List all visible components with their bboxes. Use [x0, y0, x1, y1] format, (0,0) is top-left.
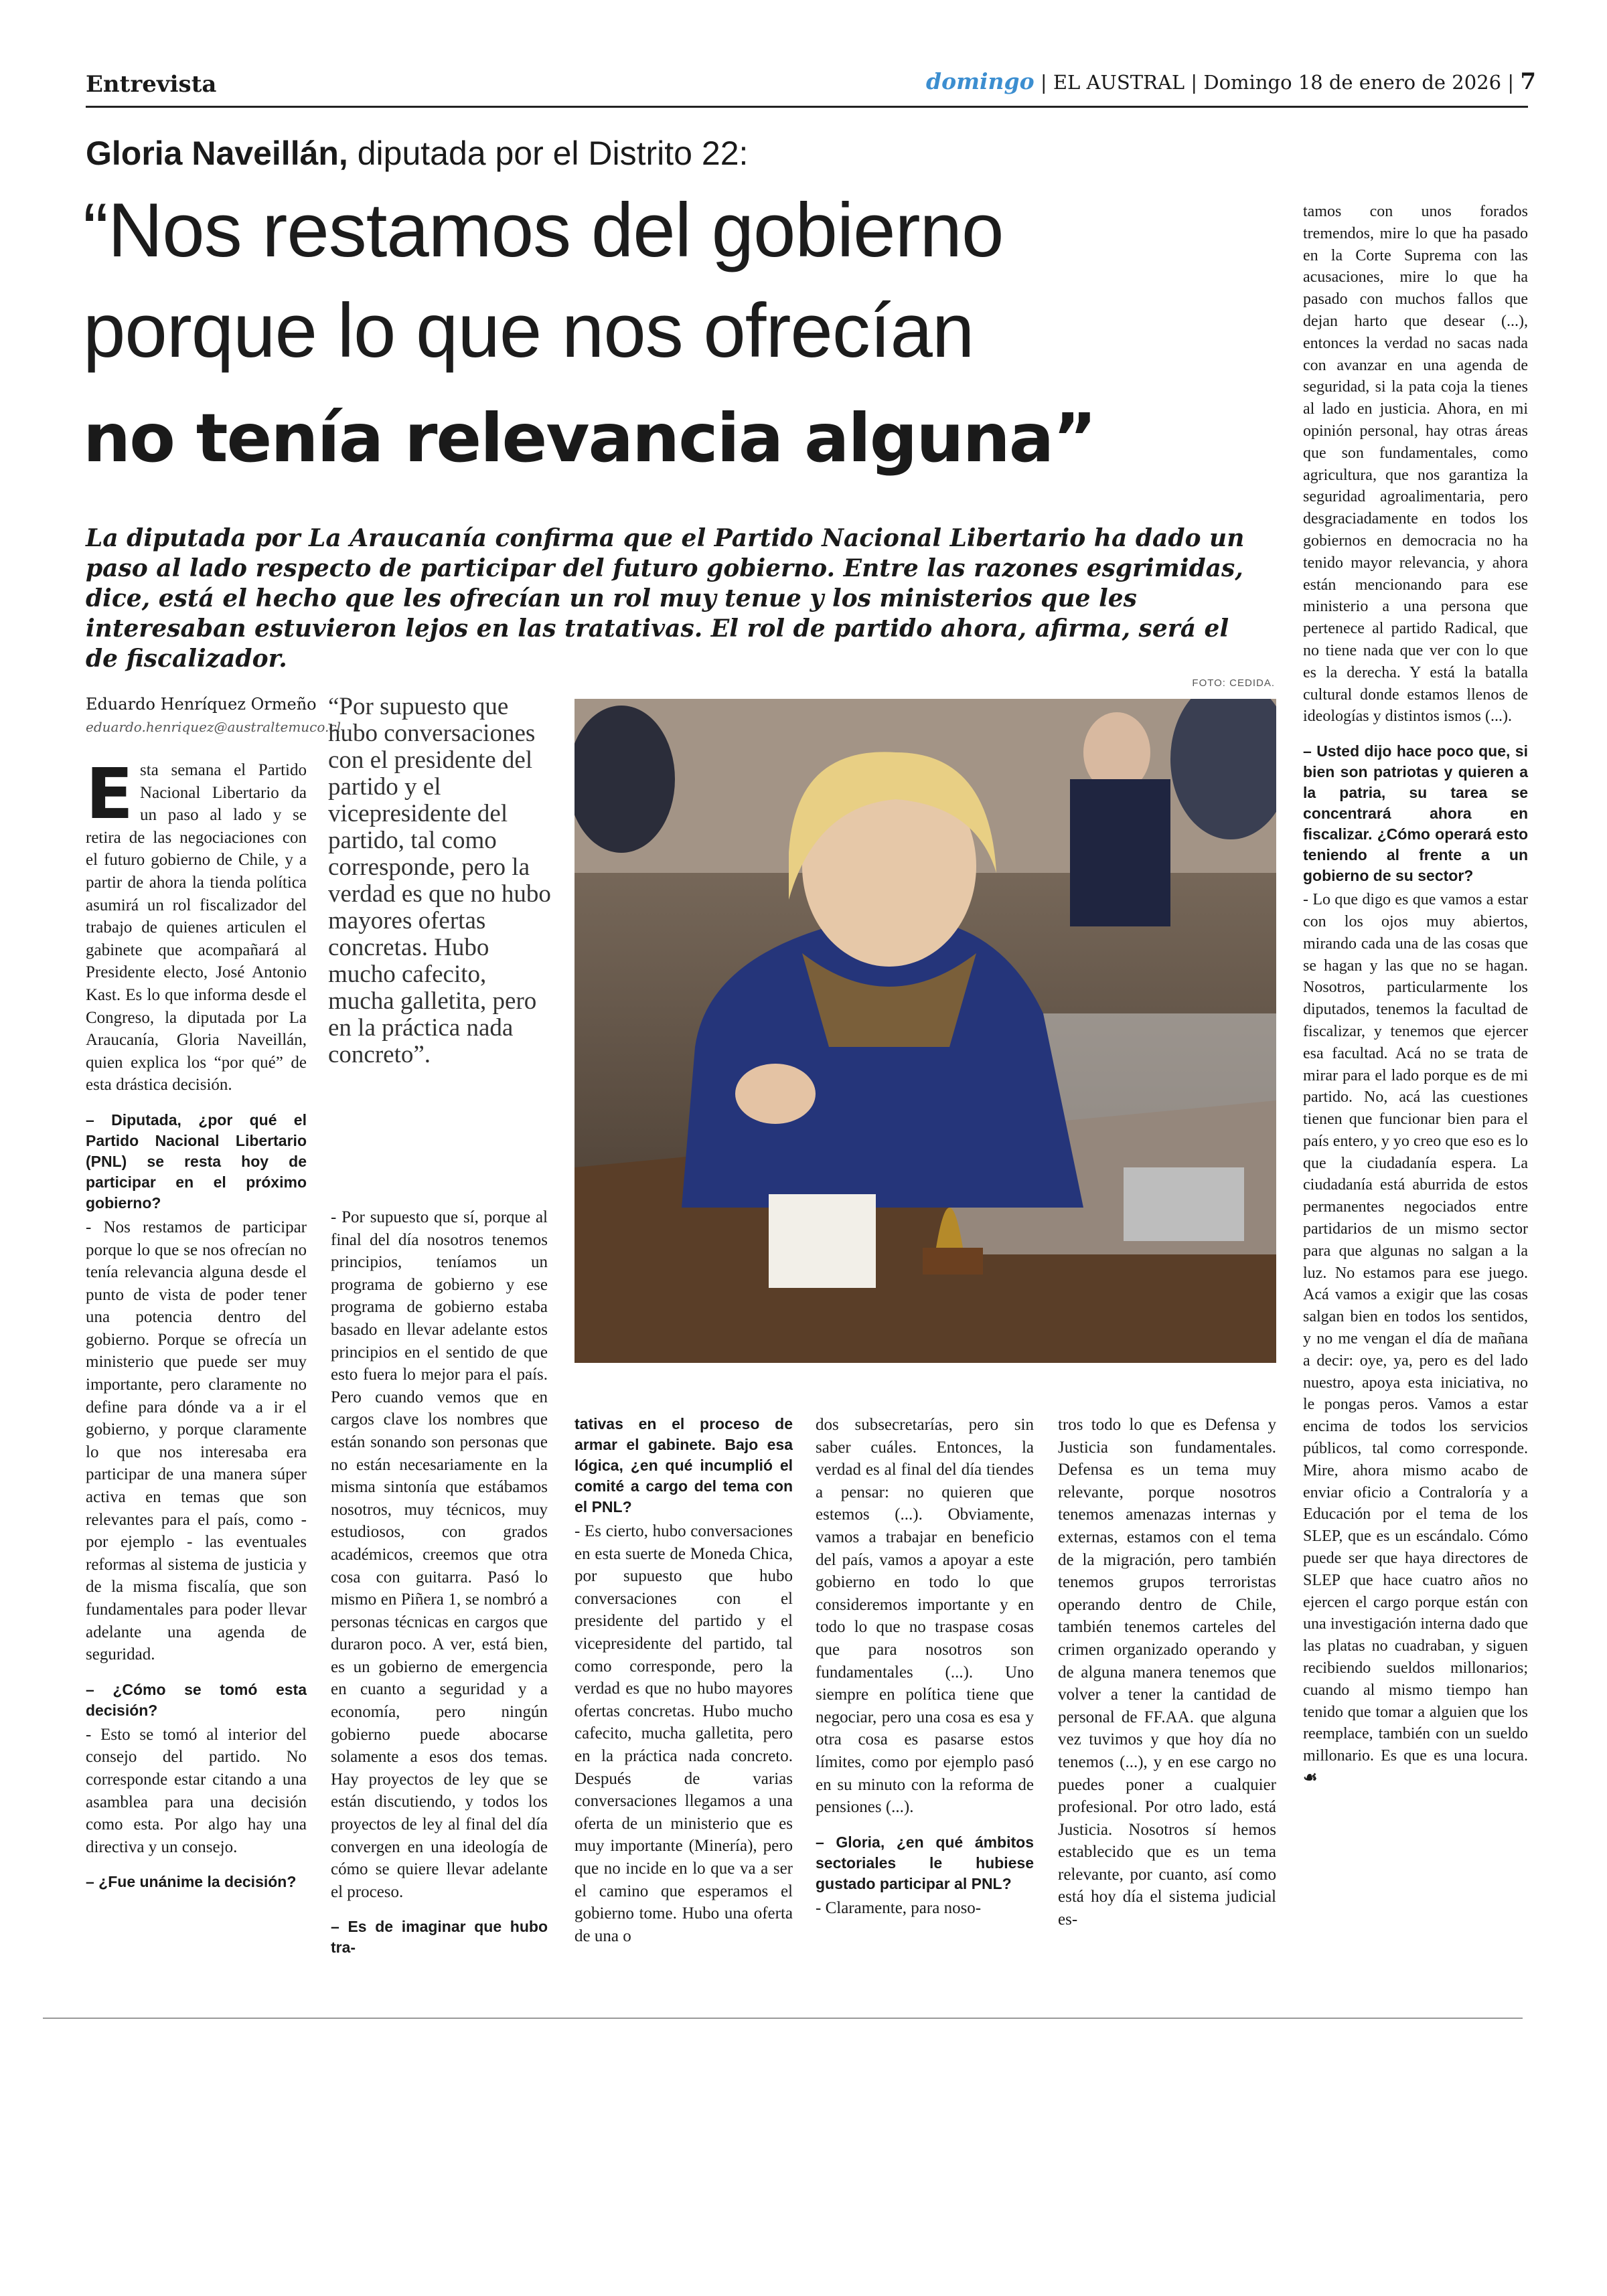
column-2 — [331, 1206, 548, 1961]
col2-answer-1: - Por supuesto que sí, porque al final del día nosotros tenemos principios, teníamos un programa de gobierno y ese programa de gobierno estaba basado en llevar adelante estos principios en el sentido de que esto fuera lo mejor para el país. Pero cuando vemos que en cargos clave los nombres que están sonando son personas que no están necesariamente en la misma sintonía que estábamos nosotros, muy técnicos, muy estudiosos, con grados académicos, creemos que otra cosa con guitarra. Pasó lo mismo en Piñera 1, se nombró a personas técnicas en cargos que duraron poco. A ver, está bien, es un gobierno de emergencia en cuanto a seguridad y a economía, pero ningún gobierno puede abocarse solamente a esos dos temas. Hay proyectos de ley que se están discutiendo, y todos los proyectos de ley al final del día convergen en una ideología de cómo se quiere llevar adelante el proceso. — [331, 1208, 548, 1901]
kicker-name: Gloria Naveillán, — [86, 135, 348, 172]
issue-date: Domingo 18 de enero de 2026 — [1203, 71, 1502, 94]
header-rule — [86, 106, 1528, 108]
headline-line-2: porque lo que nos ofrecían — [83, 289, 974, 374]
article-photo — [575, 699, 1276, 1363]
headline-line-3: no tenía relevancia alguna” — [83, 399, 1095, 477]
col3-question-1: tativas en el proceso de armar el gabinete. Bajo esa lógica, ¿en qué incumplió el comité a cargo del tema con el PNL? — [575, 1415, 793, 1515]
byline — [86, 695, 354, 735]
byline-email: eduardo.henriquez@australtemuco.cl — [86, 719, 341, 735]
column-6 — [1303, 201, 1528, 1789]
article-deck: La diputada por La Araucanía confirma que el Partido Nacional Libertario ha dado un paso al lado respecto de participar del futuro gobierno. Entre las razones esgrimidas, dice, está el hecho que les ofrecían un rol muy tenue y los ministerios que les interesaban estuvieron lejos en las tratativas. El rol de partido ahora, afirma, será el de fiscalizador. — [86, 524, 1245, 673]
col1-paragraph-1: sta semana el Partido Nacional Libertario da un paso al lado y se retira de las negociaciones con el futuro gobierno de Chile, y a partir de ahora la tienda política asumirá un rol fiscalizador del trabajo de quienes articulen el gabinete que acompañará al Presidente electo, José Antonio Kast. Es lo que informa desde el Congreso, la diputada por La Araucanía, Gloria Naveillán, quien explica los “por qué” de esta drástica decisión. — [86, 761, 307, 1094]
column-4 — [816, 1414, 1034, 1919]
kicker-role: diputada por el Distrito 22: — [348, 135, 749, 172]
col5-answer-1: tros todo lo que es Defensa y Justicia son fundamentales. Defensa es un tema muy relevante, porque nosotros tenemos amenazas internas y externas, estamos con el tema de la migración, pero también tenemos grupos terroristas operando dentro de Chile, también tenemos carteles del crimen organizado operando y de alguna manera tenemos que volver a tener la cantidad de personal de FF.AA. que alguna vez tuvimos y que hoy día no tenemos (...), y en ese cargo no puedes poner a cualquier profesional. Por otro lado, está Justicia. Nosotros sí hemos establecido que es un tema relevante, por cuanto, así como está hoy día el sistema judicial es- — [1058, 1416, 1276, 1929]
headline-line-1: “Nos restamos del gobierno — [83, 188, 1004, 273]
col6-question-1: – Usted dijo hace poco que, si bien son patriotas y quieren a la patria, su tarea se concentrará ahora en fiscalizar. ¿Cómo operará esto teniendo al frente a un gobierno de su sector? — [1303, 742, 1528, 885]
col4-answer-1: dos subsecretarías, pero sin saber cuáles. Entonces, la verdad es al final del día tiendes a pensar: no quieren que estemos (...). Obviamente, vamos a trabajar en beneficio del país, vamos a apoyar a este gobierno en todo lo que consideremos importante y en todo lo que no traspase cosas que para nosotros son fundamentales (...). Uno siempre en política tiene que negociar, pero una cosa es esa y otra cosa es pasarse estos límites, como por ejemplo pasó en su minuto con la reforma de pensiones (...). — [816, 1416, 1034, 1817]
section-label: Entrevista — [86, 71, 217, 98]
column-5 — [1058, 1414, 1276, 1931]
col1-question-2: – ¿Cómo se tomó esta decisión? — [86, 1680, 307, 1719]
headline-kicker — [86, 134, 748, 173]
col4-question-1: – Gloria, ¿en qué ámbitos sectoriales le hubiese gustado participar al PNL? — [816, 1833, 1034, 1892]
col1-question-1: – Diputada, ¿por qué el Partido Nacional Libertario (PNL) se resta hoy de participar en el próximo gobierno? — [86, 1111, 307, 1212]
col1-answer-2: - Esto se tomó al interior del consejo del partido. No corresponde estar citando a una asamblea para una decisión como esta. Por algo hay una directiva y un consejo. — [86, 1725, 307, 1856]
col6-answer-2: - Lo que digo es que vamos a estar con los ojos muy abiertos, mirando cada una de las cosas que se hagan y las que no se hagan. Nosotros, particularmente los diputados, tenemos la facultad de fiscalizar, y tenemos que ejercer esa facultad. Acá no se trata de mirar para el lado porque es de mi partido. No, acá las cuestiones tienen que funcionar bien para el país entero, y yo creo que eso es lo que la ciudadanía espera. La ciudadanía está aburrida de estos permanentes negociados entre partidarios de un mismo sector para que algunas no salgan a la luz. No estamos para ese juego. Acá vamos a exigir que las cosas salgan bien en todos los sentidos, y no me vengan el día de mañana a decir: oye, ya, pero es del lado nuestro, apoya esta iniciativa, no le pongas peros. Vamos a estar encima de todos los servicios públicos, tal como corresponde. Mire, ahora mismo acabo de enviar oficio a Contraloría y a Educación por el tema de los SLEP, que es un escándalo. Cómo puede ser que haya directores de SLEP que hace cuatro años no ejercen el cargo porque están con una investigación interna dado que las platas no cuadraban, y siguen recibiendo sueldos millonarios; cuando al mismo tiempo han tenido que tomar a alguien que los reemplace, también con un sueldo millonario. Es que es una locura. — [1303, 891, 1528, 1765]
paper-name: EL AUSTRAL — [1053, 71, 1185, 94]
column-1 — [86, 753, 307, 1895]
end-mark-icon: ☙ — [1303, 1769, 1318, 1787]
col1-question-3: – ¿Fue unánime la decisión? — [86, 1873, 297, 1891]
footer-rule — [43, 2018, 1523, 2019]
col6-answer-1: tamos con unos forados tremendos, mire lo que ha pasado en la Corte Suprema con las acusaciones, mire lo que ha pasado con muchos fallos que dejan harto que desear (...), entonces la verdad no sacas nada con avanzar en una agenda de seguridad, si la pata coja la tienes al lado en justicia. Ahora, en mi opinión personal, hay otras áreas que son fundamentales, como agricultura, que nos garantiza la seguridad agroalimentaria, pero desgraciadamente en todos los gobiernos en democracia no ha tenido mayor relevancia, y ahora están mencionando para ese ministerio a una persona que pertenece al partido Radical, que no tiene nada que ver con lo que es la derecha. Y está la batalla cultural donde estamos llenos de ideologías y distintos ismos (...). — [1303, 203, 1528, 726]
column-3 — [575, 1414, 793, 1947]
masthead: domingo | EL AUSTRAL | Domingo 18 de enero de 2026 | 7 — [926, 68, 1536, 95]
photo-credit: FOTO: CEDIDA. — [1192, 677, 1275, 689]
col2-question-1: – Es de imaginar que hubo tra- — [331, 1918, 548, 1957]
pull-quote: “Por supuesto que hubo conversaciones con el presidente del partido y el vicepresidente del partido, tal como corresponde, pero la verdad es que no hubo mayores ofertas concretas. Hubo mucho cafecito, mucha galletita, pero en la práctica nada concreto”. — [328, 693, 551, 1068]
brand-domingo: domingo — [926, 68, 1035, 94]
byline-author: Eduardo Henríquez Ormeño — [86, 695, 317, 714]
page-number: 7 — [1520, 68, 1536, 95]
photo-illustration — [575, 699, 1276, 1363]
col1-answer-1: - Nos restamos de participar porque lo que se nos ofrecían no tenía relevancia alguna desde el punto de vista de poder tener una potencia dentro del gobierno. Porque se ofrecía un ministerio que puede ser muy importante, pero claramente no define para dónde va a ir el gobierno, y porque claramente lo que nos interesaba era participar de una manera súper activa en temas que son relevantes para el país, como - por ejemplo - las eventuales reformas al sistema de justicia y de la misma fiscalía, que son fundamentales para poder llevar adelante una agenda de seguridad. — [86, 1218, 307, 1664]
drop-cap: E — [86, 753, 134, 835]
col4-answer-2: - Claramente, para noso- — [816, 1898, 982, 1917]
col3-answer-1: - Es cierto, hubo conversaciones en esta suerte de Moneda Chica, por supuesto que hubo conversaciones con el presidente del partido y el vicepresidente del partido, tal como corresponde, pero la verdad es que no hubo mayores ofertas concretas. Hubo mucho cafecito, mucha galletita, pero en la práctica nada concreto. Después de varias conversaciones llegamos a una oferta de un ministerio que es muy importante (Minería), pero que no incide en lo que va a ser el camino que esperamos el gobierno tome. Hubo una oferta de una o — [575, 1522, 793, 1945]
